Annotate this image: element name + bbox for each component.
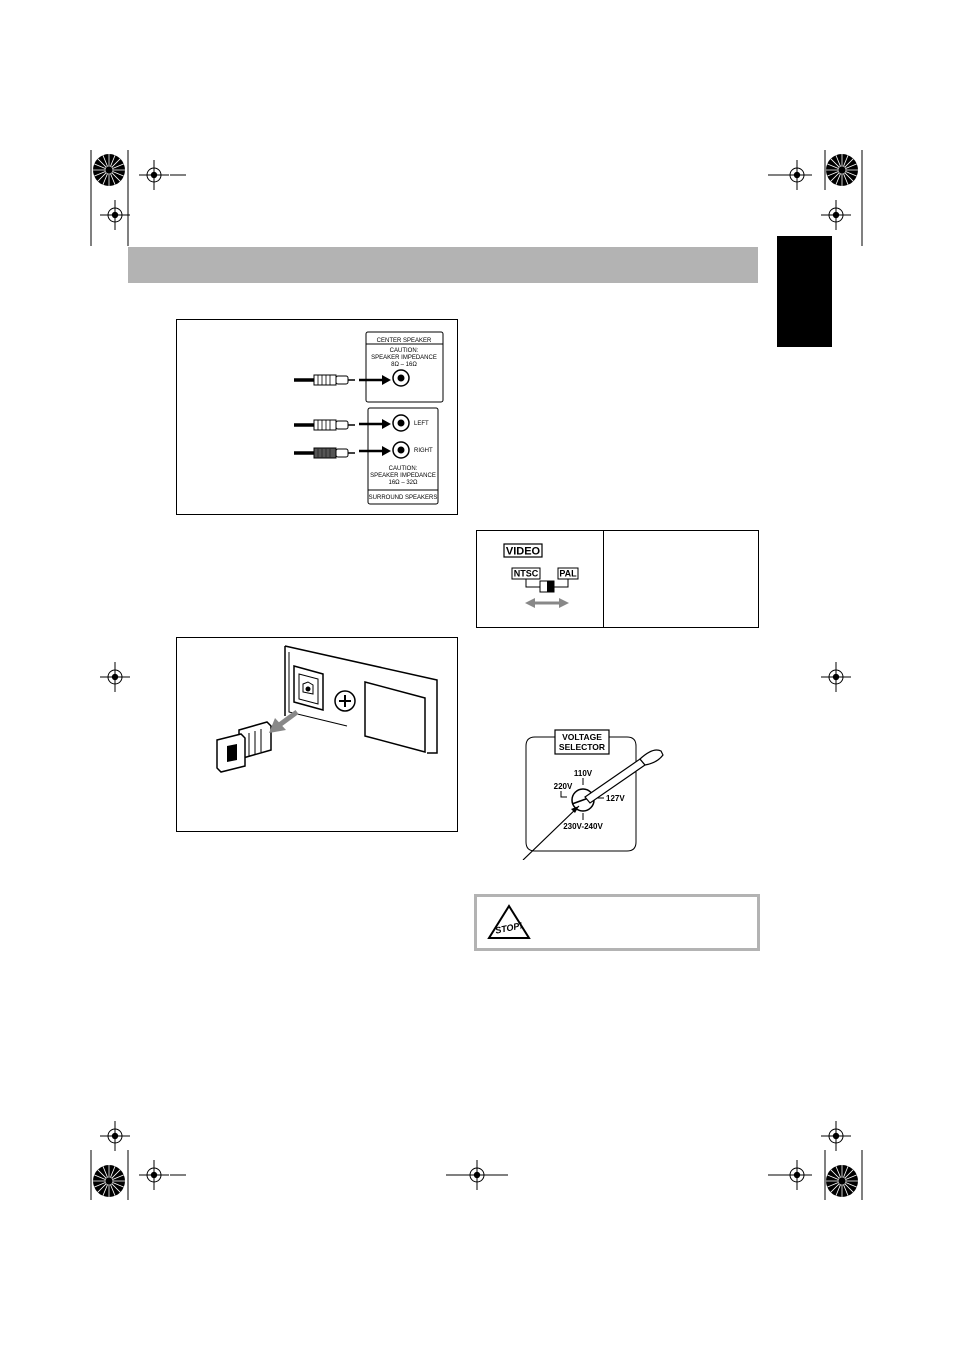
crosshair-mark — [821, 662, 851, 692]
surround-speakers-title: SURROUND SPEAKERS — [368, 495, 438, 501]
pal-label: PAL — [559, 568, 577, 579]
video-title: VIDEO — [505, 545, 541, 558]
removal-arrow — [269, 712, 297, 733]
surround-caution-line3: 16Ω – 32Ω — [388, 480, 418, 486]
voltage-title-line1: VOLTAGE — [562, 732, 602, 742]
speaker-jack-diagram — [177, 320, 459, 516]
left-label: LEFT — [414, 421, 429, 427]
crosshair-mark — [139, 160, 169, 190]
center-speaker-title: CENTER SPEAKER — [376, 338, 432, 344]
center-caution-line2: SPEAKER IMPEDANCE — [371, 355, 437, 361]
starburst-mark — [93, 154, 125, 186]
video-switch-box — [476, 530, 759, 628]
section-header-band — [128, 247, 758, 283]
speaker-connection-figure — [176, 319, 458, 515]
ntsc-label: NTSC — [513, 568, 539, 579]
video-switch-diagram — [477, 531, 760, 629]
crosshair-mark — [100, 1121, 130, 1151]
crosshair-mark — [139, 1160, 169, 1190]
center-caution-line3: 8Ω – 16Ω — [391, 362, 417, 368]
optical-cap-figure — [176, 637, 458, 832]
surround-caution-line2: SPEAKER IMPEDANCE — [370, 473, 436, 479]
voltage-title-line2: SELECTOR — [558, 742, 606, 752]
crosshair-mark — [782, 160, 812, 190]
label-127v: 127V — [606, 794, 625, 803]
crosshair-mark — [782, 1160, 812, 1190]
starburst-mark — [826, 154, 858, 186]
optical-cap-diagram — [177, 638, 459, 833]
surround-caution-line1: CAUTION: — [388, 466, 418, 472]
crosshair-mark — [100, 200, 130, 230]
starburst-mark — [93, 1165, 125, 1197]
center-caution-line1: CAUTION: — [389, 348, 419, 354]
label-110v: 110V — [573, 769, 593, 778]
optical-cap — [217, 722, 271, 772]
language-side-tab — [777, 236, 832, 347]
voltage-selector-diagram — [515, 725, 665, 860]
caution-box — [474, 894, 760, 951]
stop-icon-text: STOP! — [494, 920, 524, 936]
starburst-mark — [826, 1165, 858, 1197]
video-box-divider — [603, 530, 604, 628]
right-label: RIGHT — [414, 448, 433, 454]
crosshair-mark — [821, 200, 851, 230]
stop-warning-icon — [485, 903, 535, 943]
crosshair-mark — [821, 1121, 851, 1151]
double-arrow-icon — [525, 598, 569, 608]
label-230-240v: 230V-240V — [563, 822, 603, 831]
label-220v: 220V — [553, 782, 573, 791]
crosshair-mark — [100, 662, 130, 692]
